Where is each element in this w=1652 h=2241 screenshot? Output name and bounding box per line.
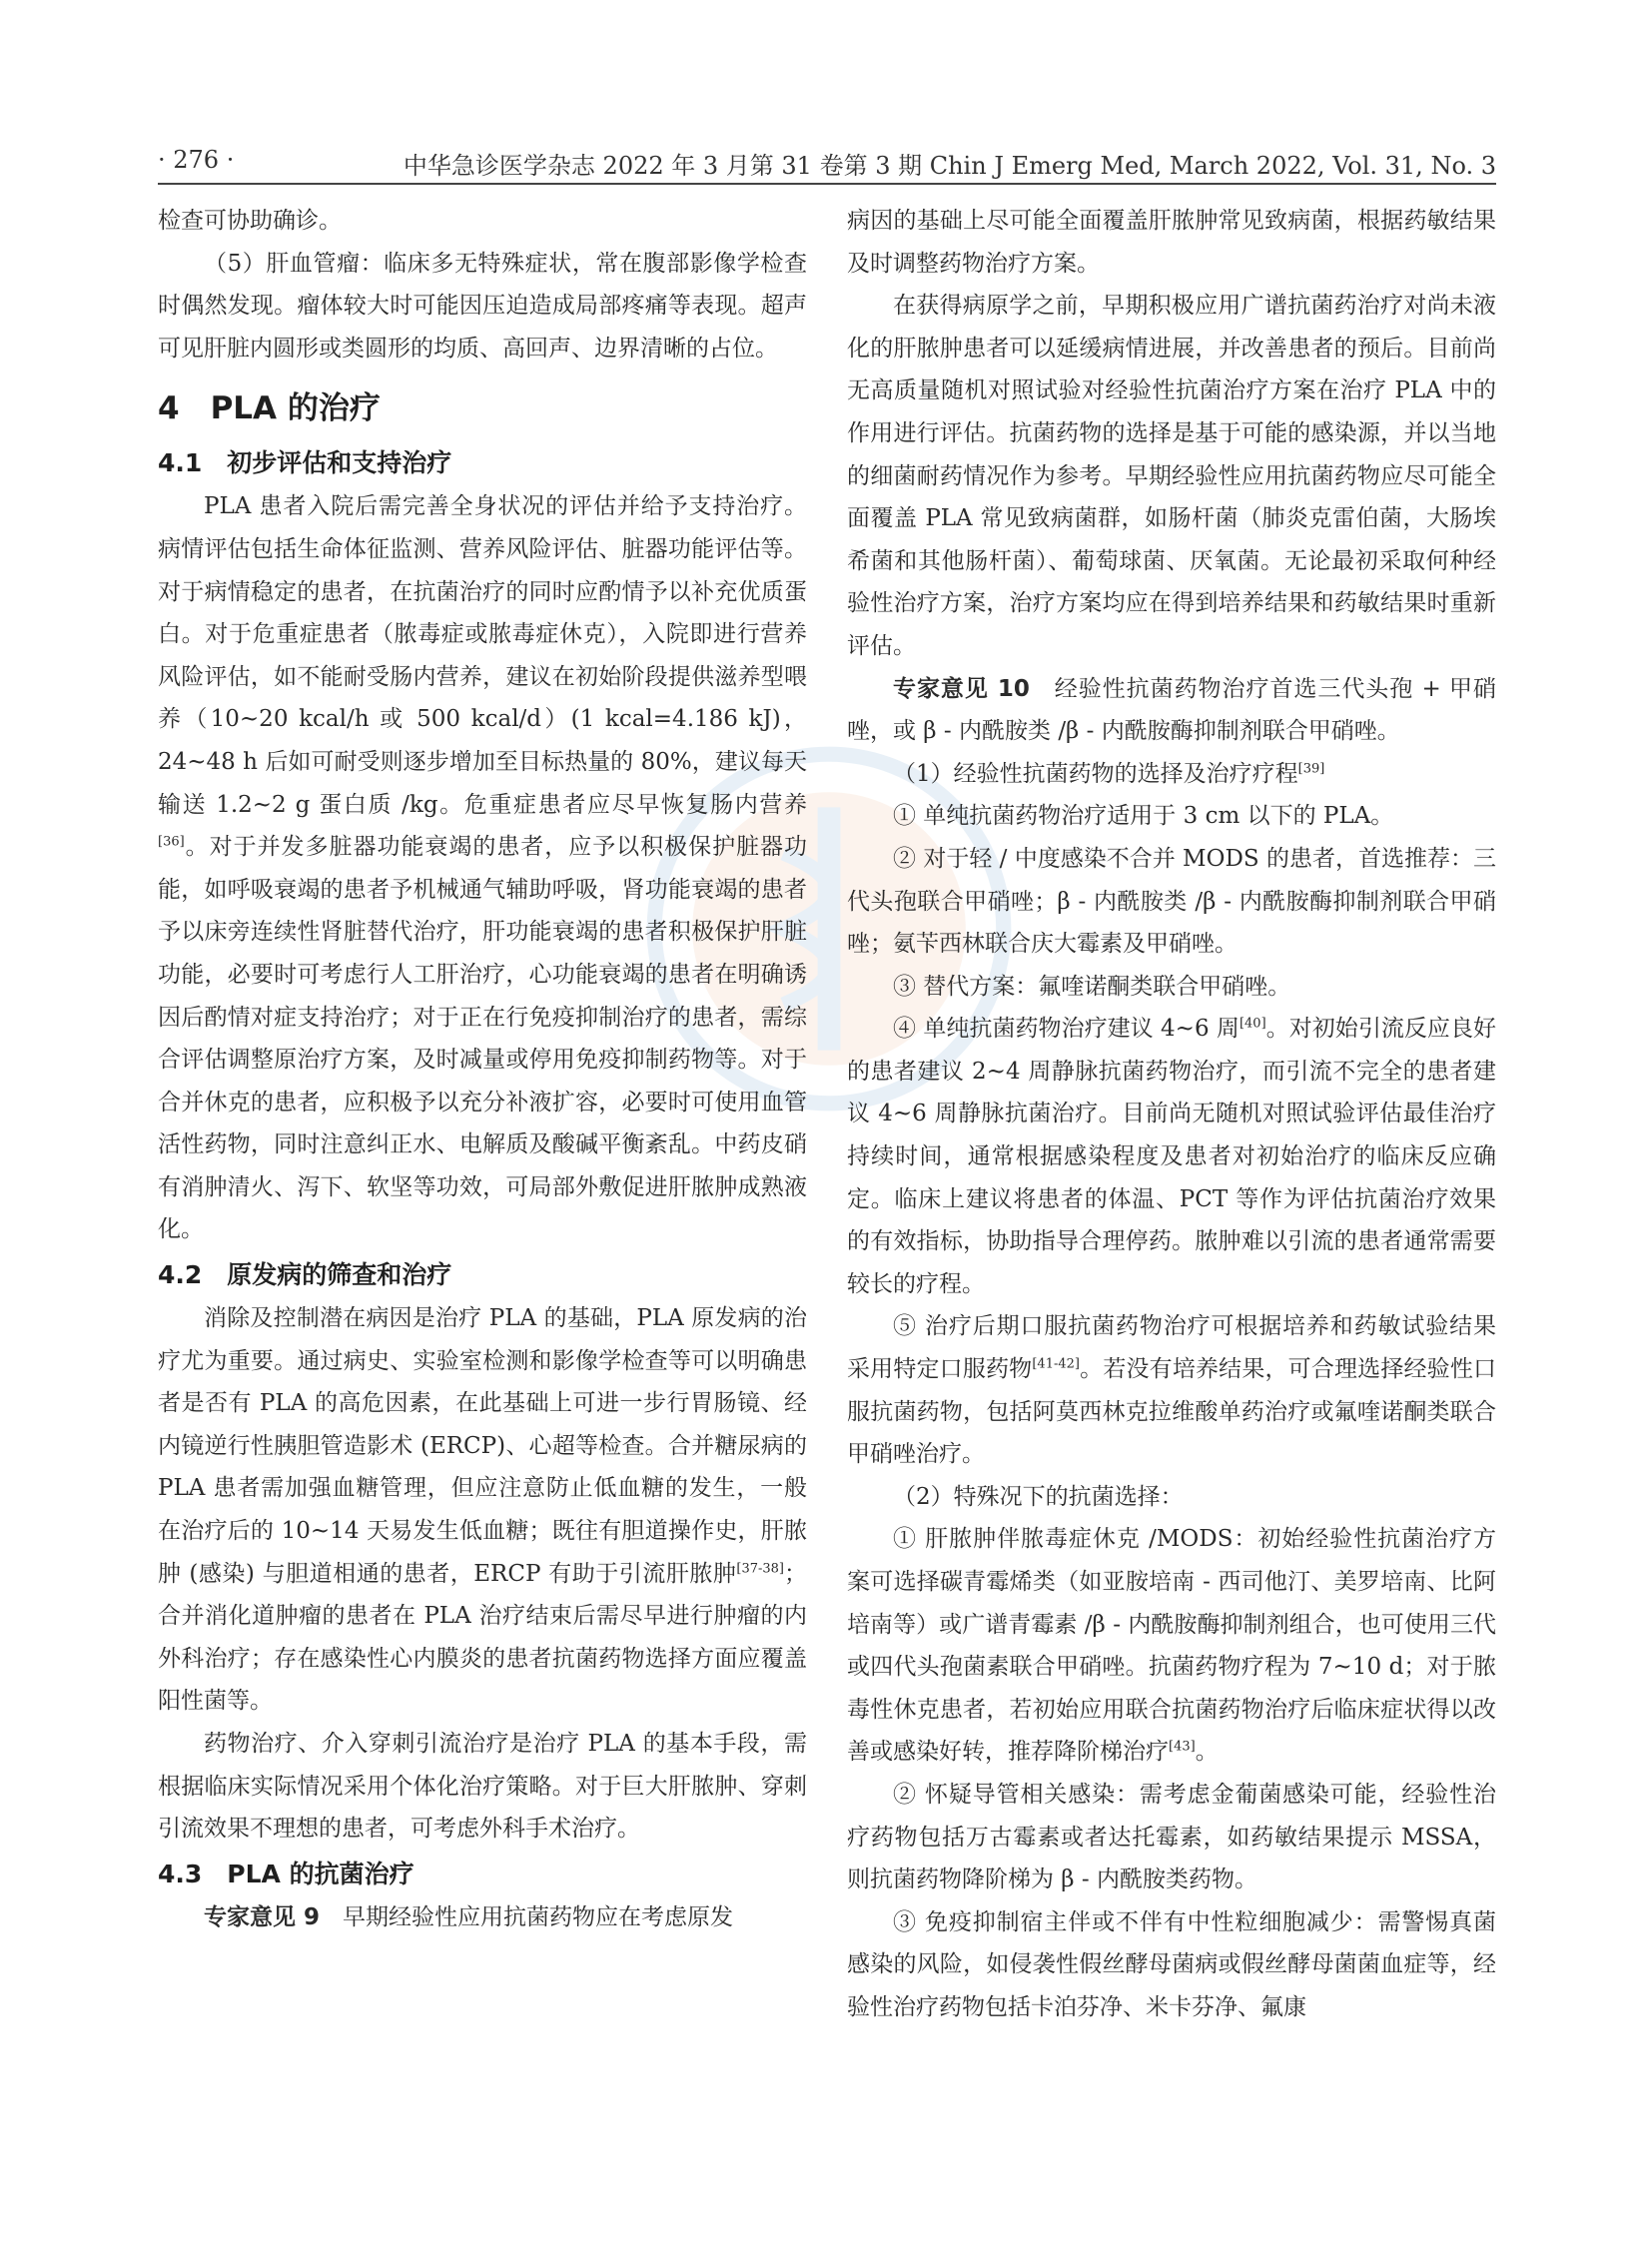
paragraph: PLA 患者入院后需完善全身状况的评估并给予支持治疗。病情评估包括生命体征监测、营养风险评估、脏器功能评估等。对于病情稳定的患者，在抗菌治疗的同时应酌情予以补充优质蛋白。对于危重症患者（脓毒症或脓毒症休克），入院即进行营养风险评估，如不能耐受肠内营养，建议在初始阶段提供滋养型喂养（10~20 kcal/h 或 500 kcal/d）(1 kcal=4.186 kJ)，24~48 h 后如可耐受则逐步增加至目标热量的 80%，建议每天输送 1.2~2 g 蛋白质 /kg。危重症患者应尽早恢复肠内营养[36]。对于并发多脏器功能衰竭的患者，应予以积极保护脏器功能，如呼吸衰竭的患者予机械通气辅助呼吸，肾功能衰竭的患者予以床旁连续性肾脏替代治疗，肝功能衰竭的患者积极保护肝脏功能，必要时可考虑行人工肝治疗，心功能衰竭的患者在明确诱因后酌情对症支持治疗；对于正在行免疫抑制治疗的患者，需综合评估调整原治疗方案，及时减量或停用免疫抑制药物等。对于合并休克的患者，应积极予以充分补液扩容，必要时可使用血管活性药物，同时注意纠正水、电解质及酸碱平衡紊乱。中药皮硝有消肿清火、泻下、软坚等功效，可局部外敷促进肝脓肿成熟液化。 (158, 493, 807, 1243)
subsection-heading: 4.3 PLA 的抗菌治疗 (158, 1859, 414, 1888)
header-rule (158, 183, 1496, 185)
paragraph: ② 怀疑导管相关感染：需考虑金葡菌感染可能，经验性治疗药物包括万古霉素或者达托霉素，如药敏结果提示 MSSA，则抗菌药物降阶梯为 β - 内酰胺类药物。 (847, 1781, 1496, 1893)
citation-ref: [37-38] (736, 1560, 784, 1576)
citation-ref: [43] (1169, 1739, 1196, 1755)
citation-ref: [41-42] (1032, 1356, 1080, 1372)
paragraph: ⑤ 治疗后期口服抗菌药物治疗可根据培养和药敏试验结果采用特定口服药物[41-42]。若没有培养结果，可合理选择经验性口服抗菌药物，包括阿莫西林克拉维酸单药治疗或氟喹诺酮类联合甲硝唑治疗。 (847, 1313, 1497, 1468)
expert-opinion-label: 专家意见 10 (893, 675, 1030, 702)
paragraph: （1）经验性抗菌药物的选择及治疗疗程[39] (893, 760, 1325, 787)
running-header (158, 146, 1496, 186)
paragraph: ① 肝脓肿伴脓毒症休克 /MODS：初始经验性抗菌治疗方案可选择碳青霉烯类（如亚胺培南 - 西司他汀、美罗培南、比阿培南等）或广谱青霉素 /β - 内酰胺酶抑制剂组合，也可使用三代或四代头孢菌素联合甲硝唑。抗菌药物疗程为 7~10 d；对于脓毒性休克患者，若初始应用联合抗菌药物治疗后临床症状得以改善或感染好转，推荐降阶梯治疗[43]。 (847, 1526, 1496, 1766)
paragraph: （2）特殊况下的抗菌选择： (893, 1483, 1184, 1510)
section-heading: 4 PLA 的治疗 (158, 390, 381, 427)
subsection-heading: 4.2 原发病的筛查和治疗 (158, 1260, 452, 1290)
citation-ref: [40] (1239, 1016, 1266, 1032)
paragraph: 检查可协助确诊。 (158, 208, 342, 234)
paragraph: ③ 免疫抑制宿主伴或不伴有中性粒细胞减少：需警惕真菌感染的风险，如侵袭性假丝酵母菌病或假丝酵母菌菌血症等，经验性治疗药物包括卡泊芬净、米卡芬净、氟康 (847, 1908, 1496, 2020)
citation-ref: [36] (158, 834, 185, 850)
paragraph: ② 对于轻 / 中度感染不合并 MODS 的患者，首选推荐：三代头孢联合甲硝唑；β - 内酰胺类 /β - 内酰胺酶抑制剂联合甲硝唑；氨苄西林联合庆大霉素及甲硝唑。 (847, 845, 1496, 958)
subsection-heading: 4.1 初步评估和支持治疗 (158, 448, 452, 478)
left-column (158, 200, 807, 1938)
citation-ref: [39] (1297, 761, 1325, 777)
paragraph: 在获得病原学之前，早期积极应用广谱抗菌药治疗对尚未液化的肝脓肿患者可以延缓病情进展，并改善患者的预后。目前尚无高质量随机对照试验对经验性抗菌治疗方案在治疗 PLA 中的作用进行评估。抗菌药物的选择是基于可能的感染源，并以当地的细菌耐药情况作为参考。早期经验性应用抗菌药物应尽可能全面覆盖 PLA 常见致病菌群，如肠杆菌（肺炎克雷伯菌，大肠埃希菌和其他肠杆菌）、葡萄球菌、厌氧菌。无论最初采取何种经验性治疗方案，治疗方案均应在得到培养结果和药敏结果时重新评估。 (847, 293, 1496, 659)
paragraph: ③ 替代方案：氟喹诺酮类联合甲硝唑。 (893, 973, 1291, 1000)
right-column (847, 200, 1496, 2029)
paragraph: 消除及控制潜在病因是治疗 PLA 的基础，PLA 原发病的治疗尤为重要。通过病史、实验室检测和影像学检查等可以明确患者是否有 PLA 的高危因素，在此基础上可进一步行胃肠镜、经内镜逆行性胰胆管造影术 (ERCP)、心超等检查。合并糖尿病的 PLA 患者需加强血糖管理，但应注意防止低血糖的发生，一般在治疗后的 10~14 天易发生低血糖；既往有胆道操作史，肝脓肿 (感染) 与胆道相通的患者，ERCP 有助于引流肝脓肿[37-38]；合并消化道肿瘤的患者在 PLA 治疗结束后需尽早进行肿瘤的内外科治疗；存在感染性心内膜炎的患者抗菌药物选择方面应覆盖阳性菌等。 (158, 1305, 807, 1715)
expert-opinion-label: 专家意见 9 (204, 1903, 321, 1930)
expert-opinion: 专家意见 9 早期经验性应用抗菌药物应在考虑原发 (204, 1903, 734, 1930)
paragraph: （5）肝血管瘤：临床多无特殊症状，常在腹部影像学检查时偶然发现。瘤体较大时可能因压迫造成局部疼痛等表现。超声可见肝脏内圆形或类圆形的均质、高回声、边界清晰的占位。 (158, 250, 807, 362)
paragraph: 病因的基础上尽可能全面覆盖肝脓肿常见致病菌，根据药敏结果及时调整药物治疗方案。 (847, 208, 1496, 277)
journal-citation: 中华急诊医学杂志 2022 年 3 月第 31 卷第 3 期 Chin J Emerg Med, March 2022, Vol. 31, No. 3 (403, 152, 1496, 180)
page-number: · 276 · (158, 146, 235, 174)
paragraph: ④ 单纯抗菌药物治疗建议 4~6 周[40]。对初始引流反应良好的患者建议 2~4 周静脉抗菌药物治疗，而引流不完全的患者建议 4~6 周静脉抗菌治疗。目前尚无随机对照试验评估最佳治疗持续时间，通常根据感染程度及患者对初始治疗的临床反应确定。临床上建议将患者的体温、PCT 等作为评估抗菌治疗效果的有效指标，协助指导合理停药。脓肿难以引流的患者通常需要较长的疗程。 (847, 1016, 1496, 1297)
paragraph: ① 单纯抗菌药物治疗适用于 3 cm 以下的 PLA。 (893, 803, 1394, 830)
expert-opinion: 专家意见 10 经验性抗菌药物治疗首选三代头孢 + 甲硝唑，或 β - 内酰胺类 /β - 内酰胺酶抑制剂联合甲硝唑。 (847, 675, 1496, 745)
paragraph: 药物治疗、介入穿刺引流治疗是治疗 PLA 的基本手段，需根据临床实际情况采用个体化治疗策略。对于巨大肝脓肿、穿刺引流效果不理想的患者，可考虑外科手术治疗。 (158, 1731, 807, 1843)
